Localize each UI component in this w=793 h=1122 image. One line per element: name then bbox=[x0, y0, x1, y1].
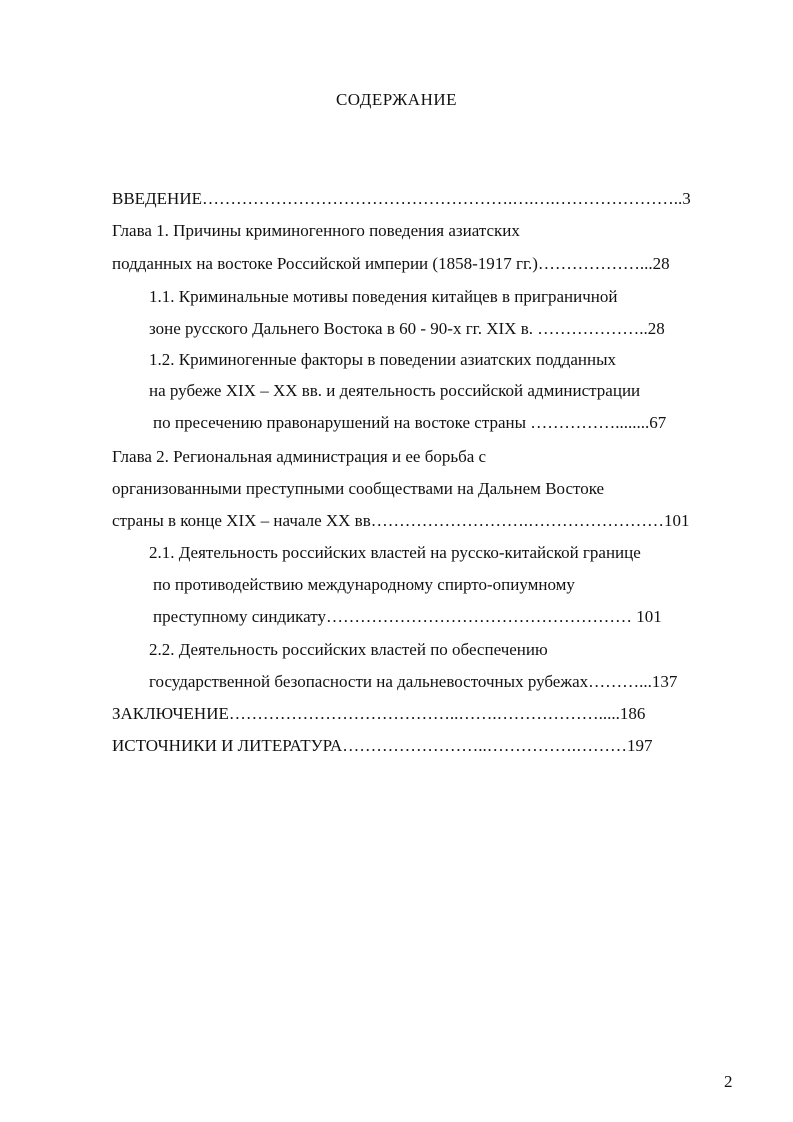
toc-entry-section-2-2-line-1[interactable]: 2.2. Деятельность российских властей по обеспечению bbox=[149, 640, 548, 659]
toc-entry-section-2-2-line-2[interactable]: государственной безопасности на дальневосточных рубежах………...137 bbox=[149, 672, 678, 691]
toc-entry-chapter-2-line-1[interactable]: Глава 2. Региональная администрация и ее борьба с bbox=[112, 447, 487, 466]
toc-entry-sources-literature[interactable]: ИСТОЧНИКИ И ЛИТЕРАТУРА……………………..…………….………197 bbox=[112, 736, 653, 755]
toc-entry-section-1-2-line-3[interactable]: по пресечению правонарушений на востоке страны ……………........67 bbox=[153, 413, 667, 432]
toc-entry-section-2-1-line-1[interactable]: 2.1. Деятельность российских властей на русско-китайской границе bbox=[149, 543, 641, 562]
toc-entry-conclusion[interactable]: ЗАКЛЮЧЕНИЕ…………………………………..…….……………….....186 bbox=[112, 704, 646, 723]
toc-entry-section-1-1-line-1[interactable]: 1.1. Криминальные мотивы поведения китайцев в приграничной bbox=[149, 287, 618, 306]
toc-entry-introduction[interactable]: ВВЕДЕНИЕ……………………………………………….….….…………………..3 bbox=[112, 189, 691, 208]
toc-entry-chapter-1-line-1[interactable]: Глава 1. Причины криминогенного поведения азиатских bbox=[112, 221, 520, 240]
toc-entry-section-1-1-line-2[interactable]: зоне русского Дальнего Востока в 60 - 90-х гг. XIX в. ………………..28 bbox=[149, 319, 665, 338]
page-number: 2 bbox=[724, 1072, 733, 1091]
toc-entry-section-1-2-line-2[interactable]: на рубеже XIX – XX вв. и деятельность российской администрации bbox=[149, 381, 641, 400]
toc-entry-chapter-1-line-2[interactable]: подданных на востоке Российской империи (1858-1917 гг.)………………...28 bbox=[112, 254, 670, 273]
toc-entry-section-2-1-line-3[interactable]: преступному синдикату……………………………………………… 101 bbox=[153, 607, 662, 626]
toc-entry-section-2-1-line-2[interactable]: по противодействию международному спирто-опиумному bbox=[153, 575, 575, 594]
toc-entry-chapter-2-line-3[interactable]: страны в конце XIX – начале XX вв……………………….……………………101 bbox=[112, 511, 690, 530]
toc-entry-chapter-2-line-2[interactable]: организованными преступными сообществами на Дальнем Востоке bbox=[112, 479, 605, 498]
page-title: СОДЕРЖАНИЕ bbox=[335, 90, 458, 109]
toc-entry-section-1-2-line-1[interactable]: 1.2. Криминогенные факторы в поведении азиатских подданных bbox=[149, 350, 617, 369]
